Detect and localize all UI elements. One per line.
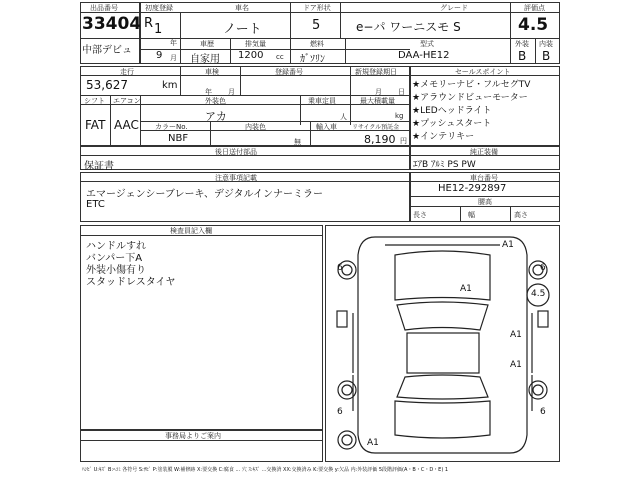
office-title: 事務局よりご案内: [165, 432, 221, 440]
after-parts-label: 後日送付部品: [215, 148, 257, 156]
reg-era: R: [144, 16, 154, 31]
lot-label: 出品番号: [90, 4, 118, 12]
recycle: 8,190: [364, 133, 396, 146]
year-unit: 年: [170, 39, 177, 47]
model: DAA-HE12: [398, 50, 450, 61]
reg-year: 1: [154, 22, 163, 37]
recall-day-unit: 日: [398, 88, 405, 96]
width-label: 幅: [468, 211, 475, 219]
cc-unit: cc: [276, 53, 284, 61]
score: 4.5: [518, 15, 549, 35]
height-label: 高さ: [514, 211, 528, 219]
inspector-item: ハンドルすれ: [86, 241, 146, 252]
inspector-item: バンパー下A: [86, 253, 143, 264]
chassis-label: 車台番号: [470, 174, 498, 182]
damage-mark: A1: [460, 284, 472, 294]
intcolor-label: 内装色: [245, 123, 266, 131]
recall-month-unit: 月: [375, 88, 382, 96]
colorno-label: カラーNo.: [155, 123, 188, 131]
damage-mark: A1: [510, 360, 522, 370]
mileage-label: 走行: [120, 68, 134, 76]
recycle-label: リサイクル預託金: [352, 124, 400, 131]
int-grade: B: [542, 49, 551, 63]
length-label: 長さ: [413, 211, 427, 219]
inspector-title: 検査員記入欄: [170, 227, 212, 235]
tire-depth: 6: [540, 263, 546, 273]
inspector-item: 外装小傷有り: [86, 265, 146, 276]
damage-mark: A1: [502, 240, 514, 250]
footer-legend: ﾊﾝﾋﾞ U:ｷｽﾞ B:ﾍｺﾐ 各符号 S:ｻﾋﾞ P:塗装膜 W:補修跡 X:要交換 C:腐食 ... 穴 ｽ:ｷｽﾞ ...交換済 XX:交換済み K:要交換 y:欠品 内:外装評価 5段階評価(A・B・C・D・E) 1: [82, 467, 449, 473]
car-name: ノート: [223, 22, 262, 37]
ext-label: 外装: [515, 40, 529, 48]
inspector-item: スタッドレスタイヤ: [86, 277, 176, 288]
ac: AAC: [114, 118, 139, 132]
mileage-unit: km: [162, 80, 178, 91]
shift: FAT: [85, 118, 106, 132]
genuine-equipment: ｴｱB ｱﾙﾐ PS PW: [413, 160, 476, 170]
fuel-label: 燃料: [310, 40, 324, 48]
grade-label: グレード: [440, 4, 468, 12]
recall-label: 新規登録期日: [355, 68, 397, 76]
after-parts: 保証書: [84, 161, 114, 172]
recycle-unit: 円: [400, 137, 407, 145]
sales-point-item: ★メモリーナビ・フルセグTV: [412, 80, 531, 90]
notes-label: 注意事項記載: [215, 174, 257, 182]
damage-mark: A1: [367, 438, 379, 448]
ac-label: エアコン: [113, 97, 141, 105]
sales-point-item: ★インテリキー: [412, 132, 475, 142]
regno-label: 登録番号: [275, 68, 303, 76]
color-label: 外装色: [205, 97, 226, 105]
sales-point-item: ★プッシュスタート: [412, 119, 492, 129]
tire-depth: 6: [540, 407, 546, 417]
capacity-label: 乗車定員: [308, 97, 336, 105]
score-label: 評価点: [524, 4, 545, 12]
shift-label: シフト: [84, 97, 105, 105]
damage-mark: A1: [510, 330, 522, 340]
int-label: 内装: [539, 40, 553, 48]
sales-point-item: ★アラウンドビューモーター: [412, 93, 528, 103]
car-name-label: 車名: [235, 4, 249, 12]
reg-label: 初度登録: [145, 4, 173, 12]
ext-grade: B: [518, 49, 527, 63]
colorno: NBF: [168, 133, 189, 144]
load-unit: kg: [395, 112, 404, 120]
note-line: エマージェンシーブレーキ、デジタルインナーミラー: [86, 189, 323, 200]
tire-depth: 6: [337, 263, 343, 273]
chassis-number: HE12-292897: [438, 183, 507, 194]
sales-point-item: ★LEDヘッドライト: [412, 106, 492, 116]
insp-month-unit: 月: [228, 88, 235, 96]
use-label: 車歴: [200, 40, 214, 48]
sales-points-title: セールスポイント: [455, 68, 511, 76]
month-unit: 月: [170, 54, 177, 62]
door-label: ドア形状: [303, 4, 331, 12]
model-label: 型式: [420, 40, 434, 48]
doors: 5: [312, 18, 321, 33]
load-label: 最大積載量: [360, 97, 395, 105]
specs-grid: [80, 66, 410, 146]
inspection-label: 車検: [205, 68, 219, 76]
fuel: ｶﾞｿﾘﾝ: [300, 54, 325, 65]
use: 自家用: [190, 54, 220, 65]
reg-month: 9: [156, 50, 163, 61]
cc: 1200: [238, 50, 264, 61]
lot-number: 33404: [82, 14, 142, 34]
grade: e−パ ワーニスモ S: [356, 20, 461, 34]
import-label: 輸入車: [316, 123, 337, 131]
color: アカ: [205, 110, 227, 123]
cc-label: 排気量: [245, 40, 266, 48]
genuine-label: 純正装備: [470, 148, 498, 156]
spare-tire-depth: 4.5: [531, 289, 546, 299]
warranty-suffix: 無: [294, 138, 301, 146]
tire-depth: 6: [337, 407, 343, 417]
insp-year-unit: 年: [205, 88, 212, 96]
car-diagram: [325, 225, 560, 462]
dims-label: 腰高: [478, 198, 492, 206]
mileage: 53,627: [86, 78, 128, 92]
capacity-unit: 人: [340, 113, 347, 121]
note-line: ETC: [86, 199, 105, 210]
venue: 中部デビュ: [82, 45, 132, 56]
